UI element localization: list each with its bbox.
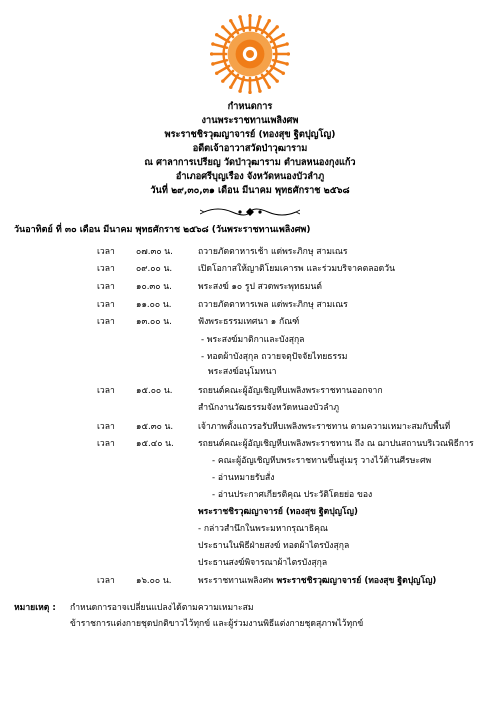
wheel-spoke-tip xyxy=(267,85,271,89)
activity-description: เปิดโอกาสให้ญาติโยมเคารพ และร่วมบริจาคตลอดวัน xyxy=(198,264,395,274)
wheel-spoke-tip xyxy=(229,85,233,89)
wheel-spoke-tip xyxy=(238,89,242,93)
note-line-1: กำหนดการอาจเปลี่ยนแปลงได้ตามความเหมาะสม xyxy=(70,603,254,613)
document-title: กำหนดการ xyxy=(227,101,273,112)
wheel-spoke-tip xyxy=(285,42,289,46)
sub-item: พระสงฆ์อนุโมทนา xyxy=(208,367,277,377)
time-label: เวลา xyxy=(97,386,115,396)
time-label: เวลา xyxy=(97,576,115,586)
time-value: ๑๓.๐๐ น. xyxy=(136,317,172,327)
wheel-spoke-tip xyxy=(248,14,252,17)
sub-item: ประธานในพิธีฝ่ายสงฆ์ ทอดผ้าไตรบังสุกุล xyxy=(198,541,350,551)
day-heading: วันอาทิตย์ ที่ ๓๐ เดือน มีนาคม พุทธศักราช ๒๕๖๘ (วันพระราชทานเพลิงศพ) xyxy=(14,225,311,235)
time-value: ๐๗.๓๐ น. xyxy=(136,247,173,257)
wheel-spoke-tip xyxy=(287,52,290,56)
wheel-spoke-tip xyxy=(281,71,285,75)
time-value: ๑๕.๓๐ น. xyxy=(136,422,174,432)
sub-item: - กล่าวสำนึกในพระมหากรุณาธิคุณ xyxy=(198,524,328,534)
sub-item: - พระสงฆ์มาติกาและบังสุกุล xyxy=(201,335,305,345)
venue-line: ณ ศาลาการเปรียญ วัดป่าวุฒาราม ตำบลหนองกุงแก้ว xyxy=(144,157,356,168)
time-label: เวลา xyxy=(97,282,115,292)
time-label: เวลา xyxy=(97,264,115,274)
monk-name-bold: พระราชชิรวุฒญาจารย์ (ทองสุข ฐิตปุญโญ) xyxy=(276,576,437,586)
sub-item: - อ่านประกาศเกียรติคุณ ประวัติโดยย่อ ของ xyxy=(212,490,373,500)
sub-item: - คณะผู้อัญเชิญหีบพระราชทานขึ้นสู่เมรุ วางไว้ด้านศีรษะศพ xyxy=(212,456,432,466)
note-label: หมายเหตุ : xyxy=(14,603,56,613)
activity-description: ถวายภัตตาหารเพล แด่พระภิกษุ สามเณร xyxy=(198,300,348,310)
wheel-spoke-tip xyxy=(267,19,271,23)
time-value: ๑๕.๐๐ น. xyxy=(136,386,173,396)
wheel-spoke-tip xyxy=(238,15,242,19)
time-label: เวลา xyxy=(97,300,115,310)
time-label: เวลา xyxy=(97,317,115,327)
wheel-spoke-tip xyxy=(210,52,213,56)
wheel-spoke-tip xyxy=(215,71,219,75)
sub-item: สำนักงานวัฒธรรมจังหวัดหนองบัวลำภู xyxy=(198,403,340,413)
time-value: ๐๙.๐๐ น. xyxy=(136,264,173,274)
wheel-spoke-tip xyxy=(229,19,233,23)
wheel-spoke-tip xyxy=(221,79,225,83)
activity-description: เจ้าภาพตั้งแถวรอรับหีบเพลิงพระราชทาน ตามความเหมาะสมกับพื้นที่ xyxy=(198,422,451,432)
time-value: ๑๐.๓๐ น. xyxy=(136,282,172,292)
activity-description: พระสงฆ์ ๑๐ รูป สวดพระพุทธมนต์ xyxy=(198,282,322,292)
activity-description: ถวายภัตตาหารเช้า แด่พระภิกษุ สามเณร xyxy=(198,247,348,257)
event-title: งานพระราชทานเพลิงศพ xyxy=(201,115,299,126)
activity-description: รถยนต์คณะผู้อัญเชิญหีบเพลิงพระราชทาน ถึง ณ ฌาปนสถานบริเวณพิธีการ xyxy=(198,439,474,449)
monk-name: พระราชชิรวุฒญาจารย์ (ทองสุข ฐิตปุญโญ) xyxy=(164,129,336,140)
wheel-spoke-tip xyxy=(275,25,279,29)
time-label: เวลา xyxy=(97,439,115,449)
wheel-spoke-tip xyxy=(281,33,285,37)
date-line: วันที่ ๒๙,๓๐,๓๑ เดือน มีนาคม พุทธศักราช ๒๕๖๘ xyxy=(150,185,350,196)
activity-text: พระราชทานเพลิงศพ xyxy=(198,576,274,586)
time-value: ๑๑.๐๐ น. xyxy=(136,300,172,310)
activity-description: รถยนต์คณะผู้อัญเชิญหีบเพลิงพระราชทานออกจาก xyxy=(198,386,383,396)
time-value: ๑๕.๔๐ น. xyxy=(136,439,174,449)
wheel-spoke-tip xyxy=(258,89,262,93)
wheel-spoke-tip xyxy=(258,15,262,19)
sub-item-monk-name: พระราชชิรวุฒญาจารย์ (ทองสุข ฐิตปุญโญ) xyxy=(198,507,358,517)
sub-item: - อ่านหมายรับสั่ง xyxy=(212,473,275,483)
dharma-wheel-logo xyxy=(210,14,290,94)
time-value: ๑๖.๐๐ น. xyxy=(136,576,172,586)
time-label: เวลา xyxy=(97,422,115,432)
sub-item: ประธานสงฆ์พิจารณาผ้าไตรบังสุกุล xyxy=(198,558,328,568)
sub-item: - ทอดผ้าบังสุกุล ถวายจตุปัจจัยไทยธรรม xyxy=(201,352,348,362)
monk-position: อดีตเจ้าอาวาสวัดป่าวุฒาราม xyxy=(192,143,308,154)
wheel-spoke-tip xyxy=(221,25,225,29)
wheel-spoke-tip xyxy=(275,79,279,83)
ornamental-divider xyxy=(200,205,300,219)
wheel-spoke-tip xyxy=(285,62,289,66)
note-line-2: ข้าราชการแต่งกายชุดปกติขาวไว้ทุกข์ และผู้ร่วมงานพิธีแต่งกายชุดสุภาพไว้ทุกข์ xyxy=(70,619,364,629)
activity-description xyxy=(198,574,436,588)
activity-description: ฟังพระธรรมเทศนา ๑ กัณฑ์ xyxy=(198,317,300,327)
wheel-spoke-tip xyxy=(211,62,215,66)
wheel-spoke-tip xyxy=(215,33,219,37)
wheel-spoke-tip xyxy=(248,91,252,94)
time-label: เวลา xyxy=(97,247,115,257)
wheel-spoke-tip xyxy=(211,42,215,46)
district-line: อำเภอศรีบุญเรือง จังหวัดหนองบัวลำภู xyxy=(175,171,325,182)
